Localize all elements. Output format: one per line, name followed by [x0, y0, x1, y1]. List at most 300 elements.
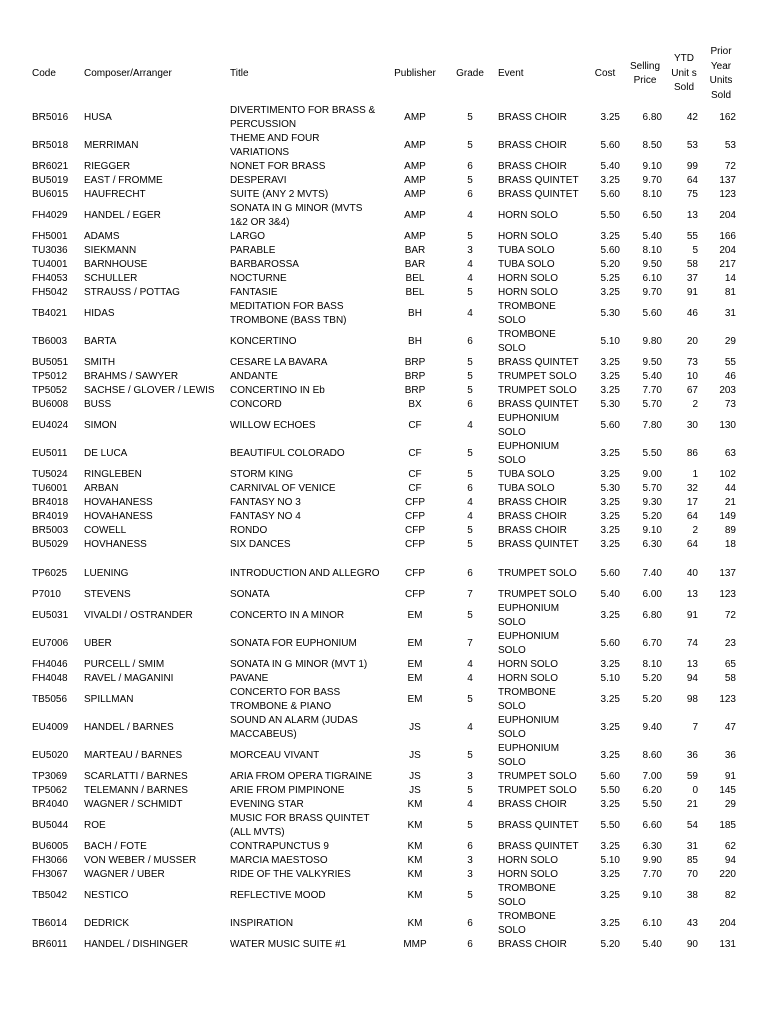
cell-code: BU5019: [32, 175, 69, 186]
cell-event: TRUMPET SOLO: [498, 589, 577, 600]
cell-selling-price: 9.40: [642, 722, 662, 733]
table-row: [28, 440, 740, 468]
cell-event: BRASS QUINTET: [498, 841, 579, 852]
cell-prior-year-units-sold: 29: [724, 799, 736, 810]
cell-grade: 4: [467, 799, 473, 810]
cell-grade: 5: [467, 175, 473, 186]
header-composer: Composer/Arranger: [84, 67, 172, 79]
cell-code: BR6011: [32, 939, 68, 950]
cell-selling-price: 5.20: [642, 511, 662, 522]
cell-composer: BACH / FOTE: [84, 841, 147, 852]
cell-cost: 3.25: [600, 112, 620, 123]
cell-composer: UBER: [84, 638, 112, 649]
cell-title: CARNIVAL OF VENICE: [230, 483, 336, 494]
cell-event: TROMBONE SOLO: [498, 911, 556, 936]
table-row: [28, 230, 740, 244]
cell-cost: 5.25: [600, 273, 620, 284]
cell-composer: HOVHANESS: [84, 539, 147, 550]
cell-grade: 5: [467, 469, 473, 480]
cell-cost: 3.25: [600, 841, 620, 852]
cell-title: RONDO: [230, 525, 268, 536]
cell-title: NONET FOR BRASS: [230, 161, 326, 172]
cell-prior-year-units-sold: 137: [719, 175, 736, 186]
cell-grade: 6: [467, 189, 473, 200]
cell-grade: 4: [467, 420, 473, 431]
cell-grade: 4: [467, 659, 473, 670]
cell-selling-price: 5.40: [642, 939, 662, 950]
cell-composer: SIMON: [84, 420, 117, 431]
table-row: [28, 602, 740, 630]
cell-code: EU5031: [32, 610, 69, 621]
cell-title: WATER MUSIC SUITE #1: [230, 939, 347, 950]
cell-selling-price: 6.30: [642, 539, 662, 550]
cell-cost: 5.60: [600, 771, 620, 782]
cell-event: TROMBONE SOLO: [498, 883, 556, 908]
cell-grade: 5: [467, 448, 473, 459]
table-row: [28, 938, 740, 952]
cell-event: HORN SOLO: [498, 673, 559, 684]
cell-publisher: CF: [408, 483, 422, 494]
cell-selling-price: 6.00: [642, 589, 662, 600]
cell-prior-year-units-sold: 47: [724, 722, 736, 733]
cell-code: EU5011: [32, 448, 68, 459]
cell-cost: 5.40: [600, 589, 620, 600]
cell-publisher: KM: [407, 841, 423, 852]
cell-title: MUSIC FOR BRASS QUINTET (ALL MVTS): [230, 813, 370, 838]
cell-title: PARABLE: [230, 245, 276, 256]
cell-grade: 5: [467, 385, 473, 396]
cell-composer: COWELL: [84, 525, 127, 536]
cell-ytd-units-sold: 31: [686, 841, 698, 852]
cell-code: TB6014: [32, 918, 68, 929]
cell-grade: 7: [467, 589, 473, 600]
header-prior-year-units-sold: Prior Year Units Sold: [709, 46, 733, 101]
cell-cost: 3.25: [600, 890, 620, 901]
cell-code: TU4001: [32, 259, 68, 270]
cell-title: INSPIRATION: [230, 918, 294, 929]
table-row: [28, 160, 740, 174]
cell-cost: 3.25: [600, 750, 620, 761]
cell-publisher: EM: [407, 694, 423, 705]
cell-publisher: BH: [408, 308, 422, 319]
cell-title: FANTASY NO 4: [230, 511, 301, 522]
cell-selling-price: 9.10: [642, 161, 662, 172]
cell-composer: HIDAS: [84, 308, 115, 319]
cell-composer: VON WEBER / MUSSER: [84, 855, 197, 866]
cell-prior-year-units-sold: 137: [719, 568, 736, 579]
cell-publisher: AMP: [404, 210, 426, 221]
cell-event: BRASS CHOIR: [498, 161, 567, 172]
cell-cost: 5.60: [600, 638, 620, 649]
cell-composer: HANDEL / DISHINGER: [84, 939, 189, 950]
cell-selling-price: 7.70: [642, 385, 662, 396]
cell-publisher: BEL: [405, 273, 425, 284]
cell-event: HORN SOLO: [498, 855, 559, 866]
cell-cost: 3.25: [600, 525, 620, 536]
cell-grade: 3: [467, 855, 473, 866]
table-row: [28, 524, 740, 538]
cell-title: CONCERTO IN A MINOR: [230, 610, 345, 621]
cell-ytd-units-sold: 2: [692, 525, 698, 536]
cell-prior-year-units-sold: 203: [719, 385, 736, 396]
cell-title: CONTRAPUNCTUS 9: [230, 841, 329, 852]
header-selling-price: Selling Price: [629, 60, 661, 86]
cell-cost: 5.60: [600, 189, 620, 200]
table-row: [28, 398, 740, 412]
cell-publisher: AMP: [404, 231, 426, 242]
cell-cost: 3.25: [600, 371, 620, 382]
cell-ytd-units-sold: 75: [686, 189, 698, 200]
cell-selling-price: 5.60: [642, 308, 662, 319]
table-row: [28, 468, 740, 482]
cell-composer: SIEKMANN: [84, 245, 137, 256]
cell-selling-price: 8.10: [642, 189, 662, 200]
cell-prior-year-units-sold: 89: [724, 525, 736, 536]
cell-ytd-units-sold: 64: [686, 511, 698, 522]
cell-event: BRASS CHOIR: [498, 140, 567, 151]
header-event: Event: [498, 67, 524, 79]
cell-selling-price: 5.40: [642, 371, 662, 382]
cell-ytd-units-sold: 53: [686, 140, 698, 151]
cell-selling-price: 5.40: [642, 231, 662, 242]
cell-composer: SMITH: [84, 357, 116, 368]
cell-composer: DE LUCA: [84, 448, 128, 459]
cell-composer: NESTICO: [84, 890, 129, 901]
cell-publisher: BAR: [404, 245, 426, 256]
cell-composer: PURCELL / SMIM: [84, 659, 165, 670]
cell-event: BRASS QUINTET: [498, 357, 579, 368]
cell-composer: BARTA: [84, 336, 117, 347]
cell-ytd-units-sold: 54: [686, 820, 698, 831]
cell-ytd-units-sold: 59: [686, 771, 698, 782]
cell-ytd-units-sold: 91: [686, 287, 698, 298]
cell-selling-price: 5.50: [642, 448, 662, 459]
cell-cost: 5.20: [600, 259, 620, 270]
cell-ytd-units-sold: 30: [686, 420, 698, 431]
cell-composer: RIEGGER: [84, 161, 131, 172]
cell-code: TU6001: [32, 483, 68, 494]
cell-event: BRASS QUINTET: [498, 399, 579, 410]
cell-title: INTRODUCTION AND ALLEGRO: [230, 568, 380, 579]
cell-code: BR4019: [32, 511, 69, 522]
cell-title: NOCTURNE: [230, 273, 287, 284]
cell-composer: HAUFRECHT: [84, 189, 146, 200]
cell-publisher: BH: [408, 336, 422, 347]
cell-prior-year-units-sold: 29: [724, 336, 736, 347]
table-row: [28, 286, 740, 300]
cell-selling-price: 6.80: [642, 112, 662, 123]
cell-selling-price: 8.10: [642, 659, 662, 670]
cell-composer: EAST / FROMME: [84, 175, 163, 186]
cell-prior-year-units-sold: 123: [719, 189, 736, 200]
cell-ytd-units-sold: 73: [686, 357, 698, 368]
cell-publisher: BRP: [404, 371, 426, 382]
header-grade: Grade: [456, 67, 484, 79]
cell-event: TROMBONE SOLO: [498, 301, 556, 326]
cell-prior-year-units-sold: 123: [719, 694, 736, 705]
cell-cost: 5.30: [600, 399, 620, 410]
cell-selling-price: 6.30: [642, 841, 662, 852]
cell-prior-year-units-sold: 53: [724, 140, 736, 151]
cell-prior-year-units-sold: 23: [724, 638, 736, 649]
cell-composer: TELEMANN / BARNES: [84, 785, 188, 796]
cell-prior-year-units-sold: 91: [724, 771, 736, 782]
cell-title: CONCERTINO IN Eb: [230, 385, 325, 396]
cell-selling-price: 6.10: [642, 273, 662, 284]
cell-publisher: CF: [408, 469, 422, 480]
cell-code: FH5042: [32, 287, 68, 298]
cell-code: FH3066: [32, 855, 68, 866]
cell-selling-price: 9.50: [642, 357, 662, 368]
cell-code: BU6015: [32, 189, 69, 200]
cell-prior-year-units-sold: 149: [719, 511, 736, 522]
cell-code: FH3067: [32, 869, 68, 880]
cell-prior-year-units-sold: 65: [724, 659, 736, 670]
cell-publisher: KM: [407, 820, 423, 831]
cell-grade: 3: [467, 245, 473, 256]
table-row: [28, 272, 740, 286]
cell-selling-price: 9.50: [642, 259, 662, 270]
cell-cost: 3.25: [600, 539, 620, 550]
cell-cost: 5.60: [600, 245, 620, 256]
cell-selling-price: 5.20: [642, 673, 662, 684]
cell-title: SUITE (ANY 2 MVTS): [230, 189, 329, 200]
cell-ytd-units-sold: 0: [692, 785, 698, 796]
cell-event: HORN SOLO: [498, 210, 559, 221]
cell-event: TUBA SOLO: [498, 259, 555, 270]
table-row: [28, 910, 740, 938]
cell-prior-year-units-sold: 130: [719, 420, 736, 431]
cell-code: TP5062: [32, 785, 68, 796]
cell-cost: 5.60: [600, 420, 620, 431]
cell-prior-year-units-sold: 72: [724, 610, 736, 621]
cell-prior-year-units-sold: 31: [724, 308, 736, 319]
table-row: [28, 328, 740, 356]
cell-cost: 3.25: [600, 610, 620, 621]
cell-selling-price: 6.70: [642, 638, 662, 649]
cell-publisher: JS: [409, 722, 421, 733]
cell-grade: 5: [467, 890, 473, 901]
cell-cost: 3.25: [600, 722, 620, 733]
cell-grade: 5: [467, 610, 473, 621]
cell-code: BU5051: [32, 357, 69, 368]
cell-composer: LUENING: [84, 568, 129, 579]
cell-ytd-units-sold: 40: [686, 568, 698, 579]
table-row: [28, 132, 740, 160]
cell-ytd-units-sold: 99: [686, 161, 698, 172]
cell-ytd-units-sold: 13: [686, 589, 698, 600]
cell-event: TUBA SOLO: [498, 245, 555, 256]
cell-selling-price: 5.20: [642, 694, 662, 705]
header-code: Code: [32, 67, 56, 79]
cell-publisher: JS: [409, 750, 421, 761]
header-row: [28, 44, 740, 104]
cell-cost: 5.20: [600, 939, 620, 950]
cell-cost: 5.60: [600, 140, 620, 151]
cell-event: EUPHONIUM SOLO: [498, 603, 560, 628]
table-row: [28, 770, 740, 784]
cell-grade: 6: [467, 336, 473, 347]
cell-cost: 5.10: [600, 336, 620, 347]
cell-code: TU3036: [32, 245, 68, 256]
cell-code: BR4040: [32, 799, 69, 810]
cell-code: TP3069: [32, 771, 68, 782]
cell-title: MORCEAU VIVANT: [230, 750, 320, 761]
cell-event: TUBA SOLO: [498, 469, 555, 480]
cell-publisher: BAR: [404, 259, 426, 270]
cell-publisher: JS: [409, 771, 421, 782]
cell-composer: STEVENS: [84, 589, 131, 600]
cell-publisher: AMP: [404, 140, 426, 151]
cell-event: BRASS CHOIR: [498, 939, 567, 950]
cell-grade: 6: [467, 568, 473, 579]
cell-grade: 6: [467, 841, 473, 852]
cell-publisher: CFP: [405, 511, 425, 522]
cell-selling-price: 9.30: [642, 497, 662, 508]
cell-event: BRASS CHOIR: [498, 511, 567, 522]
cell-event: TUBA SOLO: [498, 483, 555, 494]
cell-composer: MERRIMAN: [84, 140, 139, 151]
table-row: [28, 658, 740, 672]
cell-selling-price: 9.00: [642, 469, 662, 480]
cell-composer: DEDRICK: [84, 918, 130, 929]
cell-grade: 5: [467, 140, 473, 151]
cell-publisher: MMP: [403, 939, 427, 950]
cell-cost: 3.25: [600, 497, 620, 508]
cell-cost: 5.10: [600, 673, 620, 684]
cell-prior-year-units-sold: 94: [724, 855, 736, 866]
cell-code: TP6025: [32, 568, 68, 579]
cell-grade: 5: [467, 785, 473, 796]
cell-publisher: KM: [407, 799, 423, 810]
cell-ytd-units-sold: 13: [686, 210, 698, 221]
cell-title: REFLECTIVE MOOD: [230, 890, 326, 901]
cell-ytd-units-sold: 42: [686, 112, 698, 123]
table-row: [28, 370, 740, 384]
cell-cost: 3.25: [600, 448, 620, 459]
table-row: [28, 300, 740, 328]
cell-selling-price: 6.50: [642, 210, 662, 221]
cell-event: BRASS QUINTET: [498, 820, 579, 831]
cell-grade: 4: [467, 308, 473, 319]
cell-title: MEDITATION FOR BASS TROMBONE (BASS TBN): [230, 301, 347, 326]
cell-selling-price: 6.10: [642, 918, 662, 929]
cell-cost: 5.40: [600, 161, 620, 172]
table-row: [28, 868, 740, 882]
cell-cost: 5.30: [600, 308, 620, 319]
cell-composer: SACHSE / GLOVER / LEWIS: [84, 385, 215, 396]
cell-prior-year-units-sold: 18: [724, 539, 736, 550]
cell-grade: 4: [467, 673, 473, 684]
cell-prior-year-units-sold: 58: [724, 673, 736, 684]
cell-event: EUPHONIUM SOLO: [498, 715, 560, 740]
cell-composer: HANDEL / EGER: [84, 210, 161, 221]
cell-publisher: AMP: [404, 189, 426, 200]
cell-publisher: CF: [408, 448, 422, 459]
cell-title: SONATA IN G MINOR (MVTS 1&2 OR 3&4): [230, 203, 363, 228]
cell-publisher: AMP: [404, 175, 426, 186]
cell-composer: STRAUSS / POTTAG: [84, 287, 180, 298]
cell-grade: 5: [467, 287, 473, 298]
cell-code: TP5012: [32, 371, 68, 382]
cell-ytd-units-sold: 90: [686, 939, 698, 950]
header-publisher: Publisher: [394, 67, 436, 79]
table-row: [28, 854, 740, 868]
cell-title: DESPERAVI: [230, 175, 287, 186]
cell-ytd-units-sold: 67: [686, 385, 698, 396]
cell-title: ARIA FROM OPERA TIGRAINE: [230, 771, 373, 782]
cell-title: EVENING STAR: [230, 799, 304, 810]
cell-composer: WAGNER / UBER: [84, 869, 165, 880]
table-row: [28, 384, 740, 398]
cell-code: BR5018: [32, 140, 69, 151]
cell-ytd-units-sold: 21: [686, 799, 698, 810]
cell-title: ANDANTE: [230, 371, 278, 382]
cell-composer: MARTEAU / BARNES: [84, 750, 183, 761]
cell-code: BU5044: [32, 820, 69, 831]
cell-composer: HANDEL / BARNES: [84, 722, 174, 733]
cell-code: BR5003: [32, 525, 69, 536]
cell-code: BU6008: [32, 399, 69, 410]
cell-title: FANTASIE: [230, 287, 278, 298]
header-cost: Cost: [594, 67, 616, 79]
cell-ytd-units-sold: 70: [686, 869, 698, 880]
cell-prior-year-units-sold: 36: [724, 750, 736, 761]
cell-code: BR4018: [32, 497, 69, 508]
cell-composer: BUSS: [84, 399, 112, 410]
table-row: [28, 798, 740, 812]
cell-ytd-units-sold: 98: [686, 694, 698, 705]
table-row: [28, 538, 740, 552]
cell-code: P7010: [32, 589, 61, 600]
cell-prior-year-units-sold: 21: [724, 497, 736, 508]
cell-code: EU4009: [32, 722, 69, 733]
cell-ytd-units-sold: 38: [686, 890, 698, 901]
cell-ytd-units-sold: 85: [686, 855, 698, 866]
table-row: [28, 244, 740, 258]
cell-grade: 4: [467, 210, 473, 221]
cell-cost: 3.25: [600, 469, 620, 480]
cell-selling-price: 9.10: [642, 525, 662, 536]
cell-composer: HOVAHANESS: [84, 497, 153, 508]
cell-code: FH4029: [32, 210, 68, 221]
cell-cost: 3.25: [600, 869, 620, 880]
cell-publisher: CFP: [405, 539, 425, 550]
cell-grade: 6: [467, 399, 473, 410]
table-row: [28, 258, 740, 272]
table-row: [28, 174, 740, 188]
table-row: [28, 686, 740, 714]
cell-event: TRUMPET SOLO: [498, 568, 577, 579]
cell-event: TRUMPET SOLO: [498, 371, 577, 382]
cell-publisher: JS: [409, 785, 421, 796]
cell-ytd-units-sold: 74: [686, 638, 698, 649]
cell-prior-year-units-sold: 166: [719, 231, 736, 242]
cell-prior-year-units-sold: 73: [724, 399, 736, 410]
cell-cost: 3.25: [600, 287, 620, 298]
cell-event: BRASS QUINTET: [498, 175, 579, 186]
cell-event: BRASS QUINTET: [498, 539, 579, 550]
cell-ytd-units-sold: 2: [692, 399, 698, 410]
table-body: [28, 104, 740, 952]
cell-event: EUPHONIUM SOLO: [498, 743, 560, 768]
cell-event: BRASS CHOIR: [498, 497, 567, 508]
cell-prior-year-units-sold: 44: [724, 483, 736, 494]
cell-selling-price: 8.50: [642, 140, 662, 151]
cell-publisher: CFP: [405, 497, 425, 508]
cell-publisher: AMP: [404, 161, 426, 172]
cell-grade: 3: [467, 771, 473, 782]
